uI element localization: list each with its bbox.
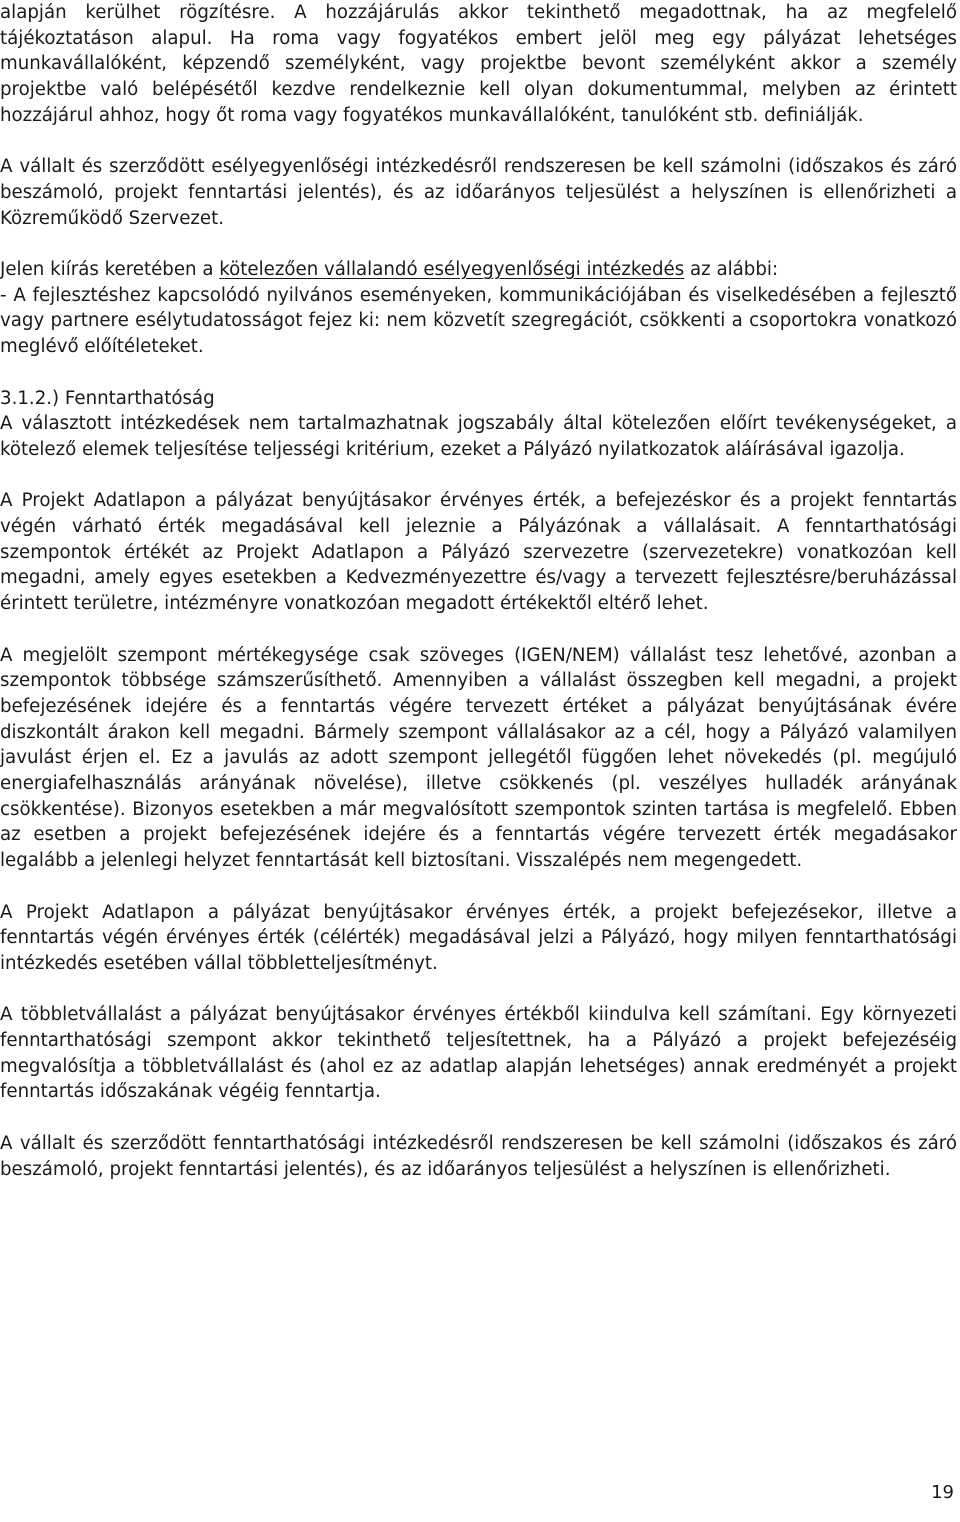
paragraph-gap	[0, 360, 957, 386]
paragraph-datasheet-values: A Projekt Adatlapon a pályázat benyújtásakor érvényes érték, a befejezéskor és a projekt fenntartás végén várható érték megadásával kell jeleznie a Pályázónak a vállalásait. A fenntarthatósági szempontok értékét az Projekt Adatlapon a Pályázó szervezetre (szervezetekre) vonatkozóan kell megadni, amely egyes esetekben a Kedvezményezettre és/vagy a tervezett fejlesztésre/beruházással érintett területre, intézményre vonatkozóan megadott értékektől eltérő lehet.	[0, 490, 957, 615]
paragraph-mandatory-measure	[0, 257, 957, 283]
page-number: 19	[931, 1482, 954, 1503]
paragraph-gap	[0, 874, 957, 900]
paragraph-gap	[0, 1105, 957, 1131]
paragraph-gap	[0, 463, 957, 489]
paragraph-measure-item: - A fejlesztéshez kapcsolódó nyilvános eseményeken, kommunikációjában és viselkedésében a fejlesztő vagy partnere esélytudatosságot fejez ki: nem közvetít szegregációt, csökkenti a csoportokra vonatkozó meglévő előítéleteket.	[0, 284, 957, 358]
paragraph-extra-commitment: A többletvállalást a pályázat benyújtásakor érvényes értékből kiindulva kell számítani. Egy környezeti fenntarthatósági szempont akkor tekinthető teljesítettnek, ha a Pályázó a projekt befejezéséig megvalósítja a többletvállalást és (ahol ez az adatlap alapján lehetséges) annak eredményét a projekt fenntartás időszakának végéig fenntartja.	[0, 1004, 957, 1103]
paragraph-sustainability-reporting: A vállalt és szerződött fenntarthatósági intézkedésről rendszeresen be kell számolni (időszakos és záró beszámoló, projekt fenntartási jelentés), és az időarányos teljesülést a helyszínen is ellenőrizheti.	[0, 1132, 957, 1180]
mandatory-measure-tail: az alábbi:	[684, 259, 779, 280]
paragraph-gap	[0, 617, 957, 643]
paragraph-consent: alapján kerülhet rögzítésre. A hozzájárulás akkor tekinthető megadottnak, ha az megfelelő tájékoztatáson alapul. Ha roma vagy fogyatékos embert jelöl meg egy pályázat lehetséges munkavállalóként, képzendő személyként, vagy projektbe bevont személyként akkor a személy projektbe való belépésétől kezdve rendelkeznie kell olyan dokumentummal, melyben az érintett hozzájárul ahhoz, hogy őt roma vagy fogyatékos munkavállalóként, tanulóként stb. definiálják.	[0, 2, 957, 126]
mandatory-measure-intro: Jelen kiírás keretében a	[0, 259, 220, 280]
paragraph-gap	[0, 977, 957, 1003]
paragraph-gap	[0, 231, 957, 257]
paragraph-measures-limit: A választott intézkedések nem tartalmazhatnak jogszabály által kötelezően előírt tevékenységeket, a kötelező elemek teljesítése teljességi kritérium, ezeket a Pályázó nyilatkozatok aláírásával igazolja.	[0, 413, 957, 460]
paragraph-units: A megjelölt szempont mértékegysége csak szöveges (IGEN/NEM) vállalást tesz lehetővé, azonban a szempontok többsége számszerűsíthető. Amennyiben a vállalást összegben kell megadni, a projekt befejezésének idejére és a fenntartás végére tervezett értéket a pályázat benyújtásának évére diszkontált árakon kell megadni. Bármely szempont vállalásakor az a cél, hogy a Pályázó valamilyen javulást érjen el. Ez a javulás az adott szempont jellegétől függően lehet növekedés (pl. megújuló energiafelhasználás arányának növelése), illetve csökkenés (pl. veszélyes hulladék arányának csökkentése). Bizonyos esetekben a már megvalósított szempontok szinten tartása is megfelelő. Ebben az esetben a projekt befejezésének idejére és a fenntartás végére tervezett érték megadásakor legalább a jelenlegi helyzet fenntartását kell biztosítani. Visszalépés nem megengedett.	[0, 644, 957, 872]
section-heading: 3.1.2.) Fenntarthatóság	[0, 387, 215, 409]
mandatory-measure-underlined: kötelezően vállalandó esélyegyenlőségi intézkedés	[219, 259, 685, 280]
paragraph-reporting: A vállalt és szerződött esélyegyenlőségi intézkedésről rendszeresen be kell számolni (időszakos és záró beszámoló, projekt fenntartási jelentés), és az időarányos teljesülést a helyszínen is ellenőrizheti a Közreműködő Szervezet.	[0, 156, 957, 229]
paragraph-target-values: A Projekt Adatlapon a pályázat benyújtásakor érvényes érték, a projekt befejezésekor, illetve a fenntartás végén érvényes érték (célérték) megadásával jelzi a Pályázó, hogy milyen fenntarthatósági intézkedés esetében vállal többletteljesítményt.	[0, 901, 957, 974]
paragraph-gap	[0, 129, 957, 155]
